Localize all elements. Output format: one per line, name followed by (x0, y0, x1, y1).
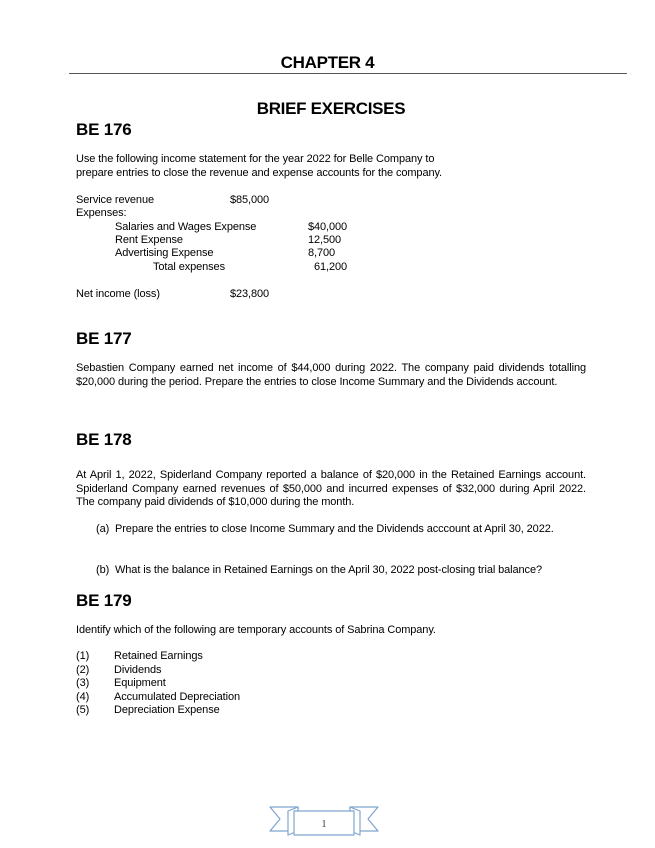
be178-heading: BE 178 (76, 430, 132, 449)
list-item-label: Retained Earnings (114, 650, 203, 662)
list-item-label: Depreciation Expense (114, 704, 220, 716)
list-item-label: Dividends (114, 663, 162, 676)
expense-item-label: Rent Expense (115, 234, 183, 246)
header-rule (69, 73, 627, 74)
expense-item-value: 12,500 (308, 234, 342, 246)
be178-part-a-text: Prepare the entries to close Income Summary and the Dividends acccount at April 30, 2022. (115, 523, 554, 535)
be178-text: At April 1, 2022, Spiderland Company reported a balance of $20,000 in the Retained Earnings account. Spiderland Company earned revenues of $50,000 and incurred expenses of $32,000 during April 2022. The company paid dividends of $10,000 during the month. (76, 469, 586, 508)
be179-heading: BE 179 (76, 591, 132, 610)
list-item (0, 691, 655, 705)
be176-heading: BE 176 (76, 120, 132, 139)
list-item-number: (1) (76, 650, 90, 662)
be179-list (0, 650, 655, 718)
section-title: BRIEF EXERCISES (256, 99, 406, 118)
expense-item-value: 8,700 (308, 247, 336, 259)
be176-intro (76, 153, 442, 180)
list-item (0, 677, 655, 691)
service-revenue-value: $85,000 (230, 194, 270, 206)
net-income-value: $23,800 (230, 288, 270, 300)
expense-item-value: $40,000 (308, 221, 348, 233)
list-item-number: (4) (76, 690, 90, 703)
total-expenses-value: 61,200 (314, 261, 348, 273)
list-item-number: (3) (76, 677, 90, 689)
be177-heading: BE 177 (76, 329, 132, 348)
net-income-label: Net income (loss) (76, 288, 160, 300)
expense-item-label: Salaries and Wages Expense (115, 221, 257, 233)
be178-part-b-label: (b) (96, 564, 110, 576)
expenses-label: Expenses: (76, 207, 127, 219)
be179-text: Identify which of the following are temporary accounts of Sabrina Company. (76, 624, 436, 636)
chapter-title: CHAPTER 4 (280, 53, 375, 72)
list-item (0, 664, 655, 678)
list-item-label: Equipment (114, 677, 166, 689)
list-item-number: (2) (76, 663, 90, 676)
total-expenses-label: Total expenses (153, 261, 225, 273)
expense-item-label: Advertising Expense (115, 247, 214, 259)
page-number-ribbon (268, 803, 380, 837)
list-item-label: Accumulated Depreciation (114, 690, 241, 703)
be176-intro-line-2: prepare entries to close the revenue and expense accounts for the company. (76, 166, 443, 179)
be176-intro-line-1: Use the following income statement for the year 2022 for Belle Company to (76, 153, 435, 165)
list-item-number: (5) (76, 704, 90, 716)
be178-part-b-text: What is the balance in Retained Earnings on the April 30, 2022 post-closing trial balance? (115, 564, 542, 576)
ribbon-icon (268, 803, 380, 837)
be177-text: Sebastien Company earned net income of $44,000 during 2022. The company paid dividends totalling $20,000 during the period. Prepare the entries to close Income Summary and the Dividends account. (76, 362, 586, 388)
list-item (0, 650, 655, 664)
service-revenue-label: Service revenue (76, 194, 154, 206)
page-number: 1 (321, 819, 327, 830)
list-item (0, 704, 655, 718)
be178-part-a-label: (a) (96, 523, 110, 535)
